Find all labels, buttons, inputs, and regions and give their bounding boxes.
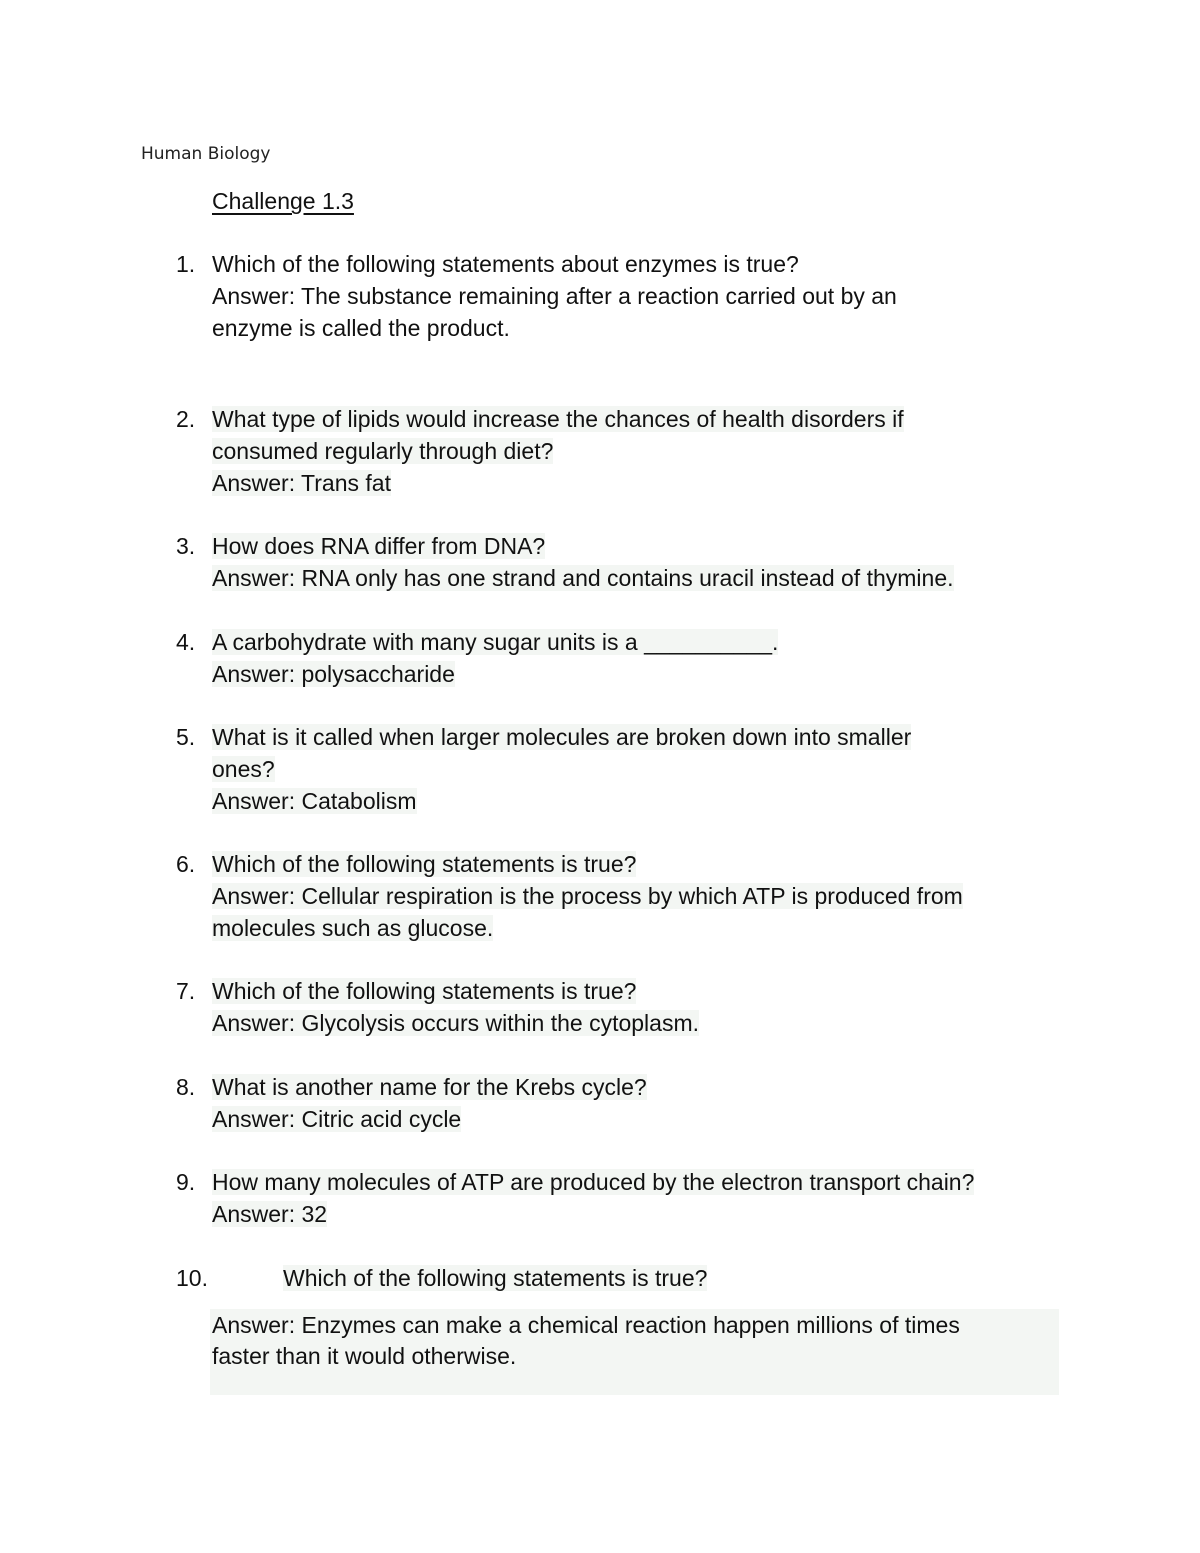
question-text: Which of the following statements is true?	[212, 851, 637, 877]
question-text: How many molecules of ATP are produced by the electron transport chain?	[212, 1169, 975, 1195]
question-number: 6.	[176, 851, 196, 877]
question-number: 5.	[176, 724, 196, 750]
question-body	[212, 403, 904, 499]
question-text: How does RNA differ from DNA?	[212, 533, 546, 559]
answer-text: enzyme is called the product.	[212, 315, 510, 341]
answer-text: Answer: Citric acid cycle	[212, 1106, 462, 1132]
question-text: Which of the following statements is true?	[212, 978, 637, 1004]
question-text: Which of the following statements about enzymes is true?	[212, 251, 799, 277]
question-body	[212, 530, 954, 594]
question-number: 3.	[176, 533, 196, 559]
answer-text: Answer: The substance remaining after a reaction carried out by an	[212, 283, 897, 309]
question-number: 9.	[176, 1169, 196, 1195]
answer-text: Answer: Trans fat	[212, 470, 391, 496]
answer-text: Answer: Catabolism	[212, 788, 417, 814]
question-text: consumed regularly through diet?	[212, 438, 554, 464]
question-number: 2.	[176, 406, 196, 432]
answer-text: Answer: polysaccharide	[212, 661, 455, 687]
question-text: ones?	[212, 756, 275, 782]
question-body	[212, 1166, 974, 1230]
document-header: Human Biology	[141, 144, 271, 164]
answer-text: Answer: Cellular respiration is the process by which ATP is produced from	[212, 883, 963, 909]
question-body	[212, 848, 963, 944]
answer-text: faster than it would otherwise.	[212, 1343, 517, 1369]
answer-text: Answer: 32	[212, 1201, 328, 1227]
answer-text: Answer: RNA only has one strand and contains uracil instead of thymine.	[212, 565, 954, 591]
question-body	[212, 721, 911, 817]
answer-box	[210, 1309, 1059, 1395]
question-text: What is it called when larger molecules are broken down into smaller	[212, 724, 912, 750]
question-body	[212, 248, 897, 344]
answer-text: Answer: Glycolysis occurs within the cytoplasm.	[212, 1010, 699, 1036]
question-text: A carbohydrate with many sugar units is a __________.	[212, 629, 779, 655]
question-body	[212, 626, 778, 690]
question-body	[212, 1071, 647, 1135]
question-number: 4.	[176, 629, 196, 655]
answer-text: molecules such as glucose.	[212, 915, 494, 941]
question-text: What is another name for the Krebs cycle?	[212, 1074, 647, 1100]
question-body	[212, 975, 699, 1039]
question-number: 10.	[176, 1265, 208, 1291]
question-number: 1.	[176, 251, 196, 277]
question-text: Which of the following statements is true?	[283, 1265, 708, 1291]
question-number: 7.	[176, 978, 196, 1004]
question-text: What type of lipids would increase the chances of health disorders if	[212, 406, 904, 432]
question-number: 8.	[176, 1074, 196, 1100]
page-title: Challenge 1.3	[212, 188, 354, 214]
answer-text: Answer: Enzymes can make a chemical reaction happen millions of times	[212, 1312, 960, 1338]
